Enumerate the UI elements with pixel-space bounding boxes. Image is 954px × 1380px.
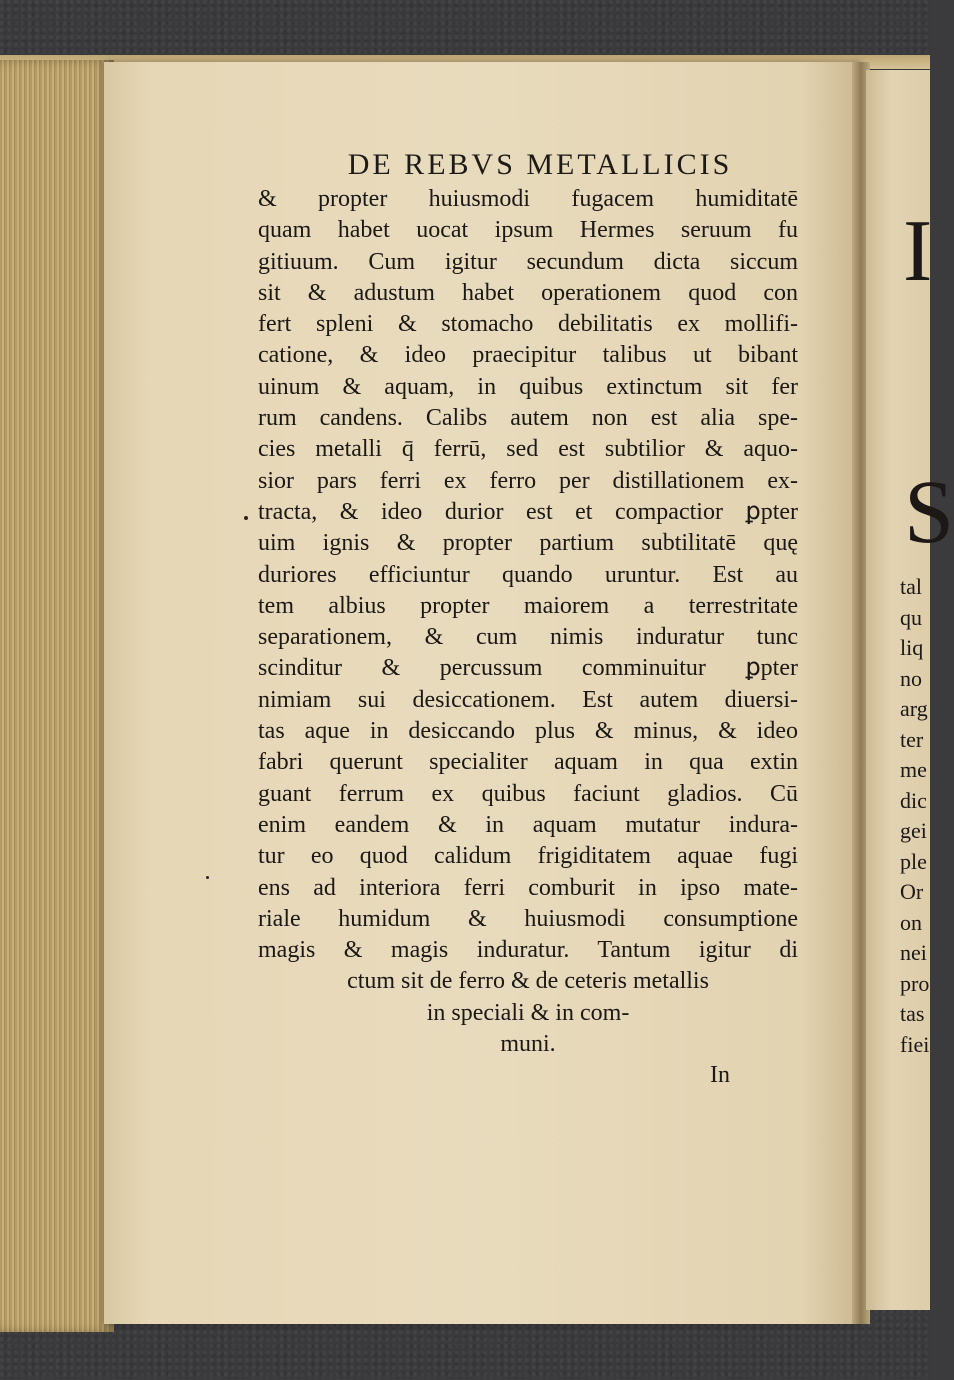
text-line-centered: muni.: [500, 1031, 556, 1058]
text-line: tur eo quod calidum frigiditatem aquae fugi: [258, 843, 798, 870]
right-page-line-fragment: Or: [900, 879, 924, 904]
text-line: fert spleni & stomacho debilitatis ex mollifi-: [258, 311, 798, 338]
text-line: tracta, & ideo durior est et compactior ꝑpter: [258, 498, 798, 525]
right-page-line-fragment: me: [900, 757, 927, 782]
ink-speck: [206, 876, 209, 879]
text-line: fabri querunt specialiter aquam in qua extin: [258, 749, 798, 776]
right-page-fragments: [900, 572, 930, 1060]
right-page-line-fragment: on: [900, 909, 922, 935]
right-page-line-fragment: ter: [900, 726, 924, 752]
text-line: magis & magis induratur. Tantum igitur di: [258, 937, 798, 964]
right-page-line-fragment: tas: [900, 1001, 925, 1026]
right-page-line-fragment: tal: [900, 574, 922, 599]
text-line: rum candens. Calibs autem non est alia spe-: [258, 405, 798, 432]
right-page-line-fragment: arg: [900, 696, 928, 721]
text-line: tem albius propter maiorem a terrestritate: [258, 592, 798, 619]
right-page-line-fragment: liq: [900, 635, 924, 660]
main-text-block: [258, 184, 798, 1060]
text-line-centered: in speciali & in com-: [426, 999, 630, 1026]
text-line: riale humidum & huiusmodi consumptione: [258, 905, 798, 932]
text-line: uim ignis & propter partium subtilitatē quę: [258, 530, 798, 557]
text-line: nimiam sui desiccationem. Est autem diuersi-: [258, 686, 798, 713]
right-page-initial-i: I: [903, 203, 933, 300]
text-line: & propter huiusmodi fugacem humiditatē: [258, 186, 798, 212]
right-page-line-fragment: qu: [900, 604, 922, 630]
text-line: cies metalli q̄ ferrū, sed est subtilior & aquo-: [258, 436, 798, 463]
text-line: scinditur & percussum comminuitur ꝑpter: [258, 655, 798, 682]
text-line: tas aque in desiccando plus & minus, & ideo: [258, 718, 798, 745]
text-line-centered: ctum sit de ferro & de ceteris metallis: [347, 968, 709, 995]
right-page-line-fragment: pro: [900, 970, 930, 996]
text-line: sior pars ferri ex ferro per distillationem ex-: [258, 467, 798, 494]
text-line: gitiuum. Cum igitur secundum dicta siccum: [258, 248, 798, 275]
right-page-line-fragment: ple: [900, 848, 927, 874]
right-page-initial-s: S: [904, 463, 954, 562]
right-page-line-fragment: nei: [900, 940, 927, 965]
text-line: sit & adustum habet operationem quod con: [258, 279, 798, 306]
book-page-edges: [0, 60, 114, 1332]
text-line: duriores efficiuntur quando uruntur. Est au: [258, 561, 798, 588]
catchword: In: [710, 1062, 730, 1088]
text-line: guant ferrum ex quibus faciunt gladios. Cū: [258, 780, 798, 807]
right-page-line-fragment: dic: [900, 787, 927, 813]
text-line: separationem, & cum nimis induratur tunc: [258, 624, 798, 651]
right-page-line-fragment: gei: [900, 818, 927, 843]
text-line: uinum & aquam, in quibus extinctum sit fer: [258, 373, 798, 400]
right-page-line-fragment: fiei: [900, 1031, 930, 1057]
text-line: catione, & ideo praecipitur talibus ut bibant: [258, 342, 798, 369]
text-line: enim eandem & in aquam mutatur indura-: [258, 811, 798, 838]
text-line: ens ad interiora ferri comburit in ipso mate-: [258, 874, 798, 901]
right-page-line-fragment: no: [900, 665, 922, 691]
running-head: DE REBVS METALLICIS: [347, 148, 733, 181]
text-line: quam habet uocat ipsum Hermes seruum fu: [258, 217, 798, 244]
ink-speck: [244, 516, 248, 520]
